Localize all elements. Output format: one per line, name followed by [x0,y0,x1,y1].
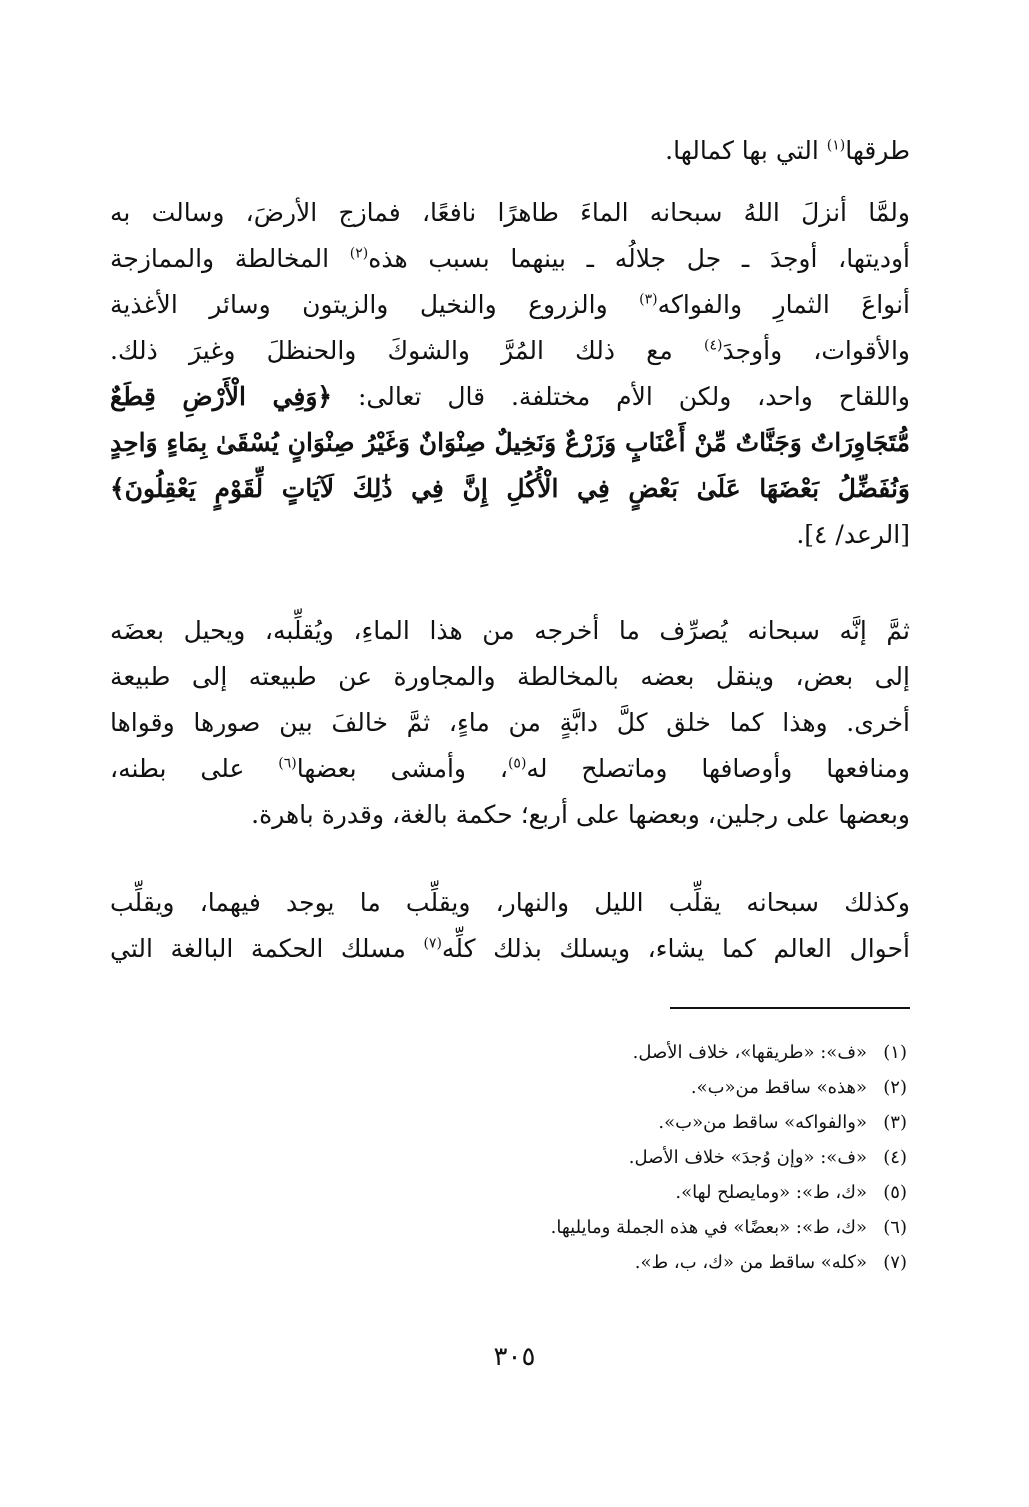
footnote-number: (٧) [883,1252,907,1273]
quran-verse: مُّتَجَاوِرَاتٌ وَجَنَّاتٌ مِّنْ أَعْنَابٍ وَزَرْعٌ وَنَخِيلٌ صِنْوَانٌ وَغَيْرُ صِنْوَانٍ يُسْقَىٰ بِمَاءٍ وَاحِدٍ [110,428,910,457]
footnote-text: «كله» ساقط من «ك، ب، ط». [634,1252,867,1273]
footnote-ref[interactable]: (١) [826,137,846,154]
footnote-item [551,1035,907,1070]
text-line: والأقوات، وأوجدَ$^{(٤)}$ مع ذلك المُرَّ والشوكَ والحنظلَ وغيرَ ذلك. [110,336,910,365]
paragraph-continuation [110,128,910,174]
footnote-text: «ف»: «وإن وُجدَ» خلاف الأصل. [628,1147,867,1168]
footnotes-list [551,1035,907,1280]
text-line: أنواعَ الثمارِ والفواكه$^{(٣)}$ والزروع والنخيل والزيتون وسائر الأغذية [110,290,910,319]
footnote-number: (٣) [883,1112,907,1133]
footnote-text: «ك، ط»: «بعضًا» في هذه الجملة ومايليها. [550,1217,867,1238]
footnote-number: (١) [883,1042,907,1063]
footnote-number: (٦) [883,1217,907,1238]
footnote-ref[interactable]: (٦) [278,755,297,772]
paragraph-water [110,190,910,558]
footnote-ref[interactable]: (٥) [507,755,527,772]
footnote-item [551,1105,907,1140]
text-line: ثمَّ إنَّه سبحانه يُصرِّف ما أخرجه من هذا الماءِ، ويُقلِّبه، ويحيل بعضَه [110,616,910,645]
text-line: وبعضها على رجلين، وبعضها على أربع؛ حكمة بالغة، وقدرة باهرة. [251,800,910,829]
text-line: واللقاح واحد، ولكن الأم مختلفة. قال تعالى: ﴿وَفِي الْأَرْضِ قِطَعٌ [110,382,910,411]
footnote-text: «ك، ط»: «ومايصلح لها». [675,1182,867,1203]
quran-verse: ﴿وَفِي الْأَرْضِ قِطَعٌ [110,382,333,411]
footnote-divider [670,1007,910,1009]
page-number: ٣٠٥ [493,1342,536,1372]
footnote-text: «ف»: «طريقها»، خلاف الأصل. [632,1042,867,1063]
text-line: إلى بعض، وينقل بعضه بالمخالطة والمجاورة عن طبيعته إلى طبيعة [110,662,910,691]
footnote-item [551,1175,907,1210]
footnote-ref[interactable]: (٣) [639,291,658,308]
footnote-item [551,1245,907,1280]
text-line: ومنافعها وأوصافها وماتصلح له$^{(٥)}$، وأمشى بعضها$^{(٦)}$ على بطنه، [110,754,910,783]
text-line: أوديتها، أوجدَ ـ جل جلالُه ـ بينهما بسبب هذه$^{(٢)}$ المخالطة والممازجة [110,244,910,273]
footnote-ref[interactable]: (٤) [704,337,723,354]
footnote-number: (٤) [883,1147,907,1168]
verse-citation: [الرعد/ ٤]. [796,520,910,549]
footnote-text: «هذه» ساقط من«ب». [690,1077,867,1098]
footnote-number: (٢) [883,1077,907,1098]
footnote-text: «والفواكه» ساقط من«ب». [658,1112,867,1133]
footnote-ref[interactable]: (٧) [423,935,442,952]
footnote-item [551,1070,907,1105]
quran-verse: وَنُفَضِّلُ بَعْضَهَا عَلَىٰ بَعْضٍ فِي الْأُكُلِ إِنَّ فِي ذَٰلِكَ لَآيَاتٍ لِّقَوْمٍ يَعْقِلُونَ﴾ [110,474,910,503]
text-line: ولمَّا أنزلَ اللهُ سبحانه الماءَ طاهرًا نافعًا، فمازج الأرضَ، وسالت به [110,198,910,227]
text-line: طرقها$^{(١)}$ التي بها كمالها. [665,136,910,165]
footnote-item [551,1210,907,1245]
text-line: وكذلك سبحانه يقلِّب الليل والنهار، ويقلِّب ما يوجد فيهما، ويقلِّب [110,888,910,917]
paragraph-night-day [110,880,910,972]
footnote-item [551,1140,907,1175]
footnote-ref[interactable]: (٢) [349,245,369,262]
text-line: أخرى. وهذا كما خلق كلَّ دابَّةٍ من ماءٍ، ثمَّ خالفَ بين صورها وقواها [110,708,910,737]
text-line: أحوال العالم كما يشاء، ويسلك بذلك كلِّه$^{(٧)}$ مسلك الحكمة البالغة التي [110,934,910,963]
footnote-number: (٥) [883,1182,907,1203]
paragraph-transformation [110,608,910,838]
